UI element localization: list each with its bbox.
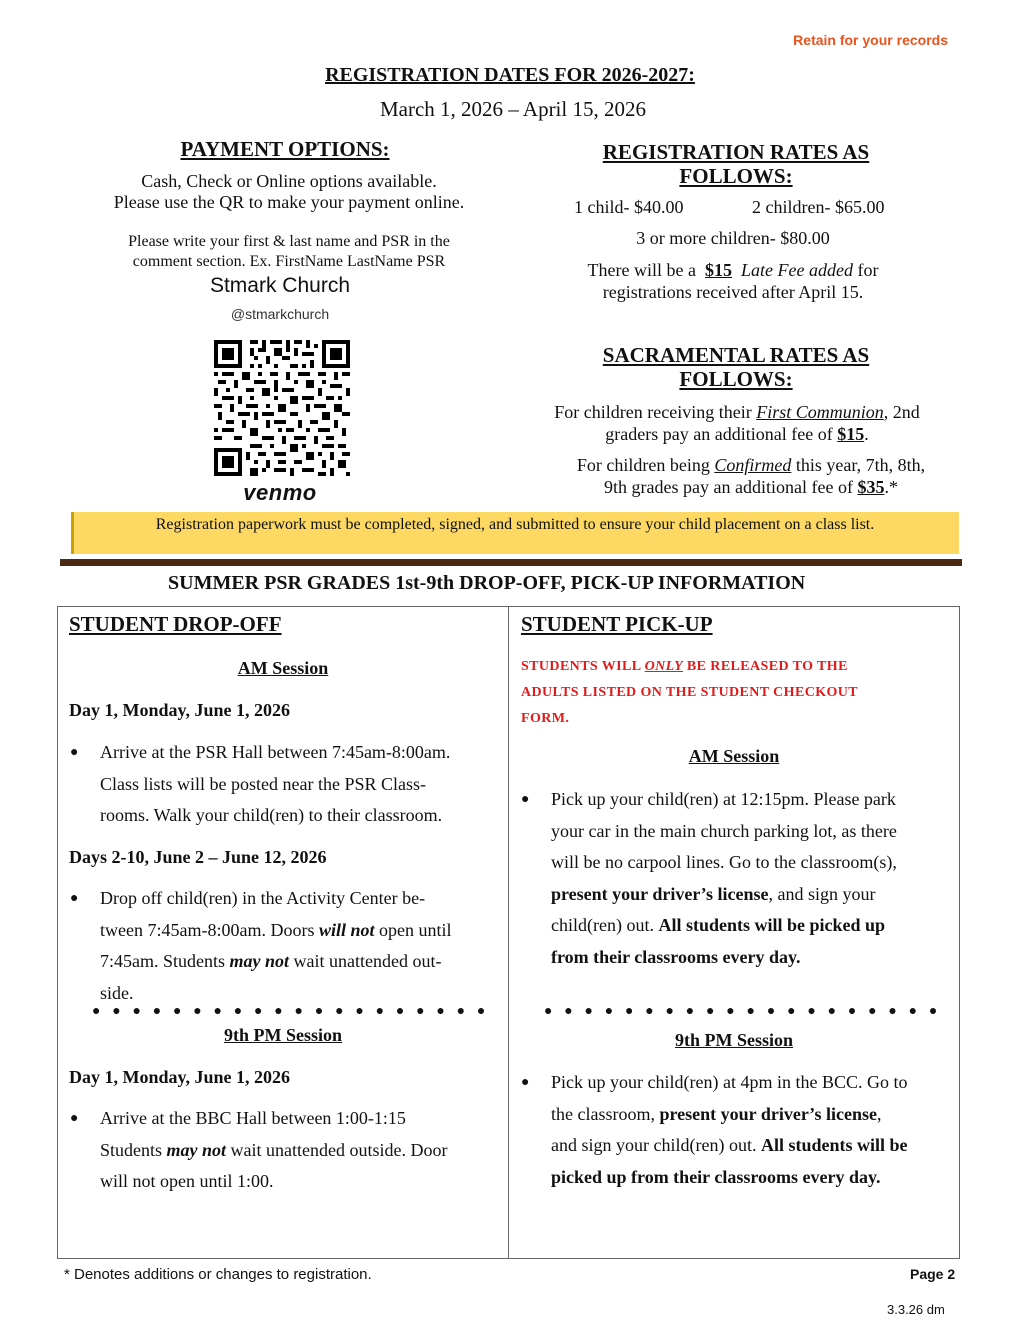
venmo-account-name: Stmark Church [209,274,351,297]
dropoff-days2-line-1: Drop off child(ren) in the Activity Center be- [100,888,426,908]
page-number: Page 2 [910,1266,956,1282]
fc-label: First Communion [756,402,884,422]
pickup-am-line-5-bold: All students will be picked up [658,915,886,935]
dropoff-pm-line-3: will not open until 1:00. [100,1171,274,1191]
dropoff-days2-bullet [70,883,500,1009]
dropoff-days2-10: Days 2-10, June 2 – June 12, 2026 [69,847,327,867]
pickup-pm-line-1: Pick up your child(ren) at 4pm in the BCC. Go to [551,1072,908,1092]
pickup-am-bullet [521,784,955,973]
venmo-handle: @stmarkchurch [230,306,330,322]
dropoff-pm-may-not: may not [166,1139,227,1160]
pickup-am-line-6-bold: from their classrooms every day. [551,946,801,967]
pickup-warning [521,654,951,732]
bullet-icon: ● [521,1075,530,1090]
payment-line-2: Please use the QR to make your payment online. [113,192,465,212]
student-dropoff-title: STUDENT DROP-OFF [69,612,282,636]
payment-options-text [60,171,518,213]
table-column-divider [508,606,509,1259]
payment-options-title: PAYMENT OPTIONS: [180,137,390,161]
registration-rates-title-line-1: REGISTRATION RATES AS [602,140,870,164]
registration-rates-title [574,140,898,188]
fc-amount: $15 [837,424,865,444]
late-fee-pre: There will be a [587,260,701,280]
bullet-icon: ● [521,792,530,807]
dropoff-may-not: may not [229,951,290,971]
dropoff-pm-session: 9th PM Session [223,1025,342,1045]
student-pickup-title: STUDENT PICK-UP [521,612,713,636]
pickup-warning-pre: STUDENTS WILL [521,659,645,674]
footnote: * Denotes additions or changes to registration. [64,1266,372,1283]
dropoff-day1-bullet [70,737,500,832]
payment-note-line-1: Please write your first & last name and PSR in the [128,233,450,250]
registration-rates-title-line-2: FOLLOWS: [679,164,793,188]
fc-line-2-post: . [864,424,869,444]
fc-pre: For children receiving their [554,402,757,422]
dropoff-day1-line-3: rooms. Walk your child(ren) to their classroom. [100,805,443,825]
registration-dates: March 1, 2026 – April 15, 2026 [380,97,646,121]
pickup-pm-line-2: the classroom, [551,1103,660,1124]
pickup-am-line-2: your car in the main church parking lot, as there [551,820,897,841]
payment-note-line-2: comment section. Ex. FirstName LastName PSR [132,253,446,270]
dropoff-day1-line-1: Arrive at the PSR Hall between 7:45am-8:00am. [100,742,451,762]
rate-three-or-more: 3 or more children- $80.00 [636,228,830,248]
sacramental-rates-title-line-1: SACRAMENTAL RATES AS [602,343,870,367]
pickup-am-line-3: will be no carpool lines. Go to the classroom(s), [551,852,897,872]
pickup-am-line-4-post: , and sign your [768,883,876,904]
pickup-am-line-5: child(ren) out. [551,915,659,935]
conf-amount: $35 [857,477,885,497]
fc-line-2: graders pay an additional fee of [605,424,838,444]
late-fee-amount: $15 [704,260,732,280]
conf-pre: For children being [576,455,715,475]
sacramental-rates-title [574,343,898,391]
section-divider-rule [60,559,962,566]
first-communion-fee [520,401,954,445]
pickup-warning-only: ONLY [644,659,684,674]
pickup-am-line-1: Pick up your child(ren) at 12:15pm. Please park [551,789,896,809]
dropoff-day1: Day 1, Monday, June 1, 2026 [69,700,291,720]
bullet-icon: ● [70,891,79,906]
dropoff-days2-line-4: side. [100,982,134,1003]
dropoff-am-session: AM Session [237,658,329,678]
dropoff-days2-line-2-post: open until [374,919,452,940]
conf-line-2-post: .* [884,477,898,497]
pickup-pm-line-3-bold: All students will be [760,1135,908,1155]
payment-line-1: Cash, Check or Online options available. [141,171,437,191]
payment-note [60,232,518,272]
dropoff-pm-line-2: Students [100,1139,167,1160]
late-fee-note [550,259,916,303]
late-fee-line-2: registrations received after April 15. [602,282,864,302]
pickup-warning-line-3: FORM. [521,711,570,726]
dropoff-days2-line-3: 7:45am. Students [100,951,230,971]
conf-post: this year, 7th, 8th, [791,455,926,475]
pickup-pm-line-3: and sign your child(ren) out. [551,1135,761,1155]
venmo-logo: venmo [243,480,317,505]
version-stamp: 3.3.26 dm [887,1302,945,1317]
pickup-pm-session: 9th PM Session [674,1030,793,1050]
late-fee-post: for [852,260,879,280]
dropoff-dot-separator: ●●●●●●●●●●●●●●●●●●●● [92,1004,498,1019]
dropoff-days2-line-2: tween 7:45am-8:00am. Doors [100,919,319,940]
dropoff-pm-line-1: Arrive at the BBC Hall between 1:00-1:15 [100,1108,406,1128]
rate-two-children: 2 children- $65.00 [752,197,885,217]
qr-code-icon[interactable] [214,340,350,476]
pickup-pm-license: present your driver’s license [659,1103,877,1124]
bullet-icon: ● [70,745,79,760]
conf-line-2: 9th grades pay an additional fee of [604,477,858,497]
retain-notice: Retain for your records [793,32,948,48]
dropoff-days2-line-3-post: wait unattended out- [289,951,442,971]
paperwork-banner-text: Registration paperwork must be completed, signed, and submitted to ensure your child placement on a class list. [155,516,875,533]
pickup-am-license: present your driver’s license [551,883,769,904]
dropoff-pm-line-2-post: wait unattended outside. Door [226,1139,448,1160]
conf-label: Confirmed [714,455,792,475]
registration-dates-title: REGISTRATION DATES FOR 2026-2027: [325,64,695,86]
fc-post: , 2nd [883,402,920,422]
pickup-am-session: AM Session [688,746,780,766]
dropoff-pm-day1: Day 1, Monday, June 1, 2026 [69,1067,291,1087]
rate-one-child: 1 child- $40.00 [574,197,684,217]
confirmation-fee [544,454,958,498]
late-fee-label: Late Fee added [740,260,853,280]
pickup-pm-bullet [521,1067,955,1193]
sacramental-rates-title-line-2: FOLLOWS: [679,367,793,391]
pickup-warning-post: BE RELEASED TO THE [683,659,848,674]
pickup-pm-line-4-bold: picked up from their classrooms every day. [551,1166,881,1187]
dropoff-day1-line-2: Class lists will be posted near the PSR Class- [100,773,426,794]
pickup-dot-separator: ●●●●●●●●●●●●●●●●●●●● [544,1004,950,1019]
summer-psr-title: SUMMER PSR GRADES 1st-9th DROP-OFF, PICK-UP INFORMATION [168,572,806,594]
pickup-warning-line-2: ADULTS LISTED ON THE STUDENT CHECKOUT [521,685,859,700]
bullet-icon: ● [70,1111,79,1126]
dropoff-will-not: will not [318,919,375,940]
dropoff-pm-bullet [70,1103,500,1198]
pickup-pm-line-2-post: , [876,1103,882,1124]
